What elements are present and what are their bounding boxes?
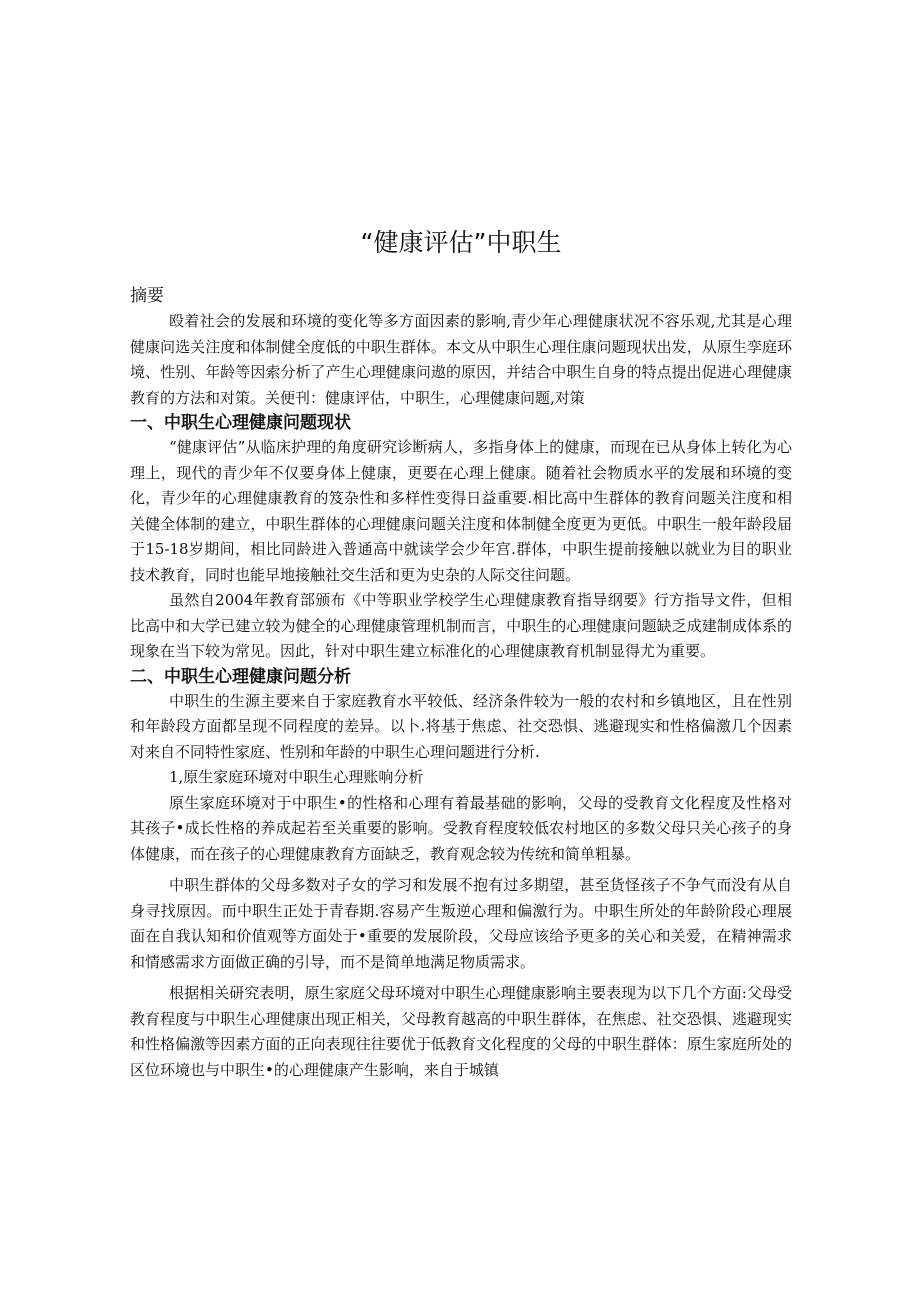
section-heading-analysis: 二、中职生心理健康问题分析 xyxy=(130,666,351,687)
body-paragraph: 中职生群体的父母多数对子女的学习和发展不抱有过多期望，甚至货怪孩子不争气而没有从自身寻找原因。而中职生正处于青春期.容易产生叛逆心理和偏激行为。中职生所处的年龄阶段心理展面在自我认知和价值观等方面处于•重要的发展阶段，父母应该给予更多的关心和关爱，在精神需求和情感需求方面做正确的引导，而不是简单地满足物质需求。 xyxy=(130,876,792,971)
body-paragraph: 原生家庭环境对于中职生•的性格和心理有着最基础的影响，父母的受教育文化程度及性格对其孩子•成长性格的养成起若至关重要的影响。受教育程度较低农村地区的多数父母只关心孩子的身体健康，而在孩子的心理健康教育方面缺乏，教育观念较为传统和简单粗暴。 xyxy=(130,793,792,863)
abstract-paragraph: 殴着社会的发展和环境的变化等多方面因素的影响,青少年心理健康状况不容乐观,尤其是心理健康问选关注度和体制健全度低的中职生群体。本文从中职生心理住康问题现状出发，从原生孪庭环境、性别、年龄等因索分析了产生心理健康问遨的原因，并结合中职生自身的特点提出促进心理健康教育的方法和对策。关便刊：健康评估，中职生，心理健康问题,对策 xyxy=(130,312,792,407)
document-title: “健康评估”中职生 xyxy=(360,228,562,257)
subsection-heading-family-environment: 1,原生家庭环境对中职生心理账响分析 xyxy=(169,768,424,786)
abstract-heading: 摘要 xyxy=(130,286,164,306)
body-paragraph: 虽然自2004年教育部颁布《中等职业学校学生心理健康教育指导纲要》行方指导文件，但相比高中和大学已建立较为健全的心理健康管理机制而言，中职生的心理健康问题缺乏成建制成体系的现象在当下较为常见。因此，针对中职生建立标准化的心理健康教育机制显得尤为重要。 xyxy=(130,591,792,660)
section-heading-status: 一、中职生心理健康问题现状 xyxy=(130,413,351,433)
body-paragraph: 根据相关研究表明，原生家庭父母环境对中职生心理健康影响主要表现为以下几个方面:父母受教育程度与中职生心理健康出现正相关，父母教育越高的中职生群体，在焦虑、社交恐惧、逃避现实和性格偏激等因素方面的正向表现往往要优于低教育文化程度的父母的中职生群体：原生家庭所处的区位环境也与中职生•的心理健康产生影响，来自于城镇 xyxy=(130,984,792,1079)
document-body xyxy=(130,223,792,1083)
body-paragraph: “健康评估”从临床护理的角度研究诊断病人，多指身体上的健康，而现在已从身体上转化为心理上，现代的青少年不仅要身体上健康，更要在心理上健康。随着社会物质水平的发展和环境的变化，青少年的心理健康教育的笈杂性和多样性变得日益重要.相比高中生群体的教育问题关注度和相关健全体制的建立，中职生群体的心理健康问题关注度和体制健全度更为更低。中职生一般年龄段届于15-18岁期间，相比同龄进入普通高中就读学会少年宫.群体，中职生提前接触以就业为目的职业技术教育，同时也能早地接触社交生活和更为史杂的人际交往问题。 xyxy=(130,438,792,584)
body-paragraph: 中职生的生源主要来自于家庭教育水平较低、经济条件较为一般的农村和乡镇地区，且在性别和年龄段方面都呈现不同程度的差异。以卜.将基于焦虑、社交恐惧、逃避现实和性格偏激几个因素对来自不同特性家庭、性别和年龄的中职生心理问题进行分析. xyxy=(130,691,792,761)
